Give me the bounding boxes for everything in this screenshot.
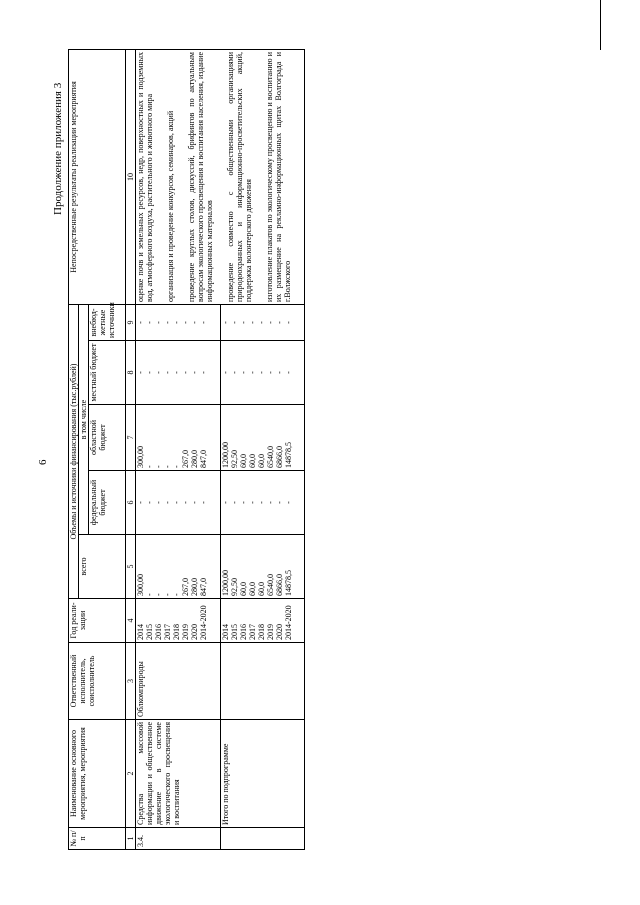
amount-value: 60,0 (256, 582, 266, 596)
total-extra-funding (220, 305, 305, 341)
column-number: 6 (126, 471, 136, 535)
amount-value: - (265, 501, 275, 504)
amount-value: 280,0 (190, 578, 199, 596)
row-extra-funding (136, 305, 221, 341)
amount-value: - (229, 501, 239, 504)
header-name: Наименование основного мероприятия, мероприятия (69, 720, 126, 828)
year-value: 2019 (181, 624, 190, 640)
result-text: оценке почв и земельных ресурсов, недр, поверхностных и подземных вод, атмосферного воздуха, растительного и животного мира (136, 52, 154, 302)
amount-value: - (145, 501, 154, 504)
column-number: 9 (126, 305, 136, 341)
header-year: Год реали-зации (69, 599, 126, 643)
amount-value: - (247, 321, 257, 324)
header-local: местный бюджет (89, 341, 126, 405)
amount-value: - (265, 321, 275, 324)
amount-value: - (172, 465, 181, 468)
result-text: организация и проведение конкурсов, семинаров, акций (166, 110, 175, 302)
column-number: 1 (126, 828, 136, 850)
amount-value: 92,50 (229, 450, 239, 468)
amount-value: 847,0 (199, 578, 208, 596)
amount-value: 14878,5 (283, 570, 293, 596)
amount-value: - (163, 371, 172, 374)
amount-value: 14878,5 (283, 442, 293, 468)
header-federal: федеральный бюджет (89, 471, 126, 535)
amount-value: - (190, 371, 199, 374)
amount-value: - (163, 593, 172, 596)
header-including: в том числе (79, 305, 89, 535)
year-value: 2017 (163, 624, 172, 640)
year-value: 2017 (247, 624, 257, 640)
row-years (136, 599, 221, 643)
amount-value: 280,0 (190, 450, 199, 468)
amount-value: 1200,00 (220, 570, 230, 596)
year-value: 2015 (145, 624, 154, 640)
year-value: 2014-2020 (199, 605, 208, 640)
header-regional: областной бюджет (89, 405, 126, 471)
year-value: 2014-2020 (283, 605, 293, 640)
row-local-funding (136, 341, 221, 405)
amount-value: - (199, 321, 208, 324)
column-number: 8 (126, 341, 136, 405)
amount-value: - (265, 371, 275, 374)
amount-value: - (247, 371, 257, 374)
amount-value: - (136, 501, 145, 504)
page-number: 6 (37, 459, 49, 465)
amount-value: - (163, 501, 172, 504)
column-number: 10 (126, 50, 136, 305)
total-years (220, 599, 305, 643)
year-value: 2016 (238, 624, 248, 640)
amount-value: - (274, 371, 284, 374)
amount-value: - (163, 321, 172, 324)
column-number: 4 (126, 599, 136, 643)
amount-value: - (136, 321, 145, 324)
header-funding: Объемы и источники финансирования (тыс.рублей) (69, 305, 79, 599)
total-regional-funding (220, 405, 305, 471)
program-table (68, 49, 305, 850)
column-number: 3 (126, 643, 136, 720)
amount-value: - (238, 501, 248, 504)
amount-value: - (145, 371, 154, 374)
row-federal-funding (136, 471, 221, 535)
amount-value: - (154, 371, 163, 374)
year-value: 2020 (274, 624, 284, 640)
amount-value: 60,0 (256, 454, 266, 468)
amount-value: - (181, 501, 190, 504)
amount-value: - (145, 465, 154, 468)
column-number-row (126, 50, 136, 850)
amount-value: - (172, 501, 181, 504)
amount-value: - (283, 501, 293, 504)
amount-value: - (199, 501, 208, 504)
amount-value: 6866,0 (274, 446, 284, 468)
amount-value: - (238, 371, 248, 374)
amount-value: - (190, 321, 199, 324)
amount-value: - (145, 321, 154, 324)
amount-value: 300,00 (136, 446, 145, 468)
amount-value: 267,0 (181, 578, 190, 596)
amount-value: - (283, 371, 293, 374)
continuation-label: Продолжение приложения 3 (52, 82, 64, 215)
amount-value: - (181, 321, 190, 324)
amount-value: 1200,00 (220, 442, 230, 468)
amount-value: 267,0 (181, 450, 190, 468)
amount-value: 6540,0 (265, 574, 275, 596)
header-extra: внебюд-жетные источники (89, 305, 126, 341)
header-number: № п/п (69, 828, 126, 850)
row-total-funding (136, 535, 221, 599)
amount-value: - (199, 371, 208, 374)
table-row-3-4 (136, 50, 221, 850)
amount-value: - (220, 501, 230, 504)
row-name: Средства массовой информации и общественное движение в системе экологического просвещения и воспитания (136, 720, 221, 828)
amount-value: 60,0 (238, 454, 248, 468)
amount-value: 300,00 (136, 574, 145, 596)
amount-value: 60,0 (238, 582, 248, 596)
row-regional-funding (136, 405, 221, 471)
amount-value: - (220, 371, 230, 374)
column-number: 7 (126, 405, 136, 471)
result-text: изготовление плакатов по экологическому просвещению и воспитанию и их размещение на рекламно-информационных щитах Волгограда и г.Волжского (265, 52, 292, 302)
year-value: 2014 (220, 624, 230, 640)
amount-value: - (229, 371, 239, 374)
year-value: 2018 (256, 624, 266, 640)
amount-value: - (172, 371, 181, 374)
row-results (136, 50, 305, 305)
amount-value: - (154, 593, 163, 596)
year-value: 2019 (265, 624, 275, 640)
amount-value: 847,0 (199, 450, 208, 468)
amount-value: 60,0 (247, 454, 257, 468)
row-number: 3.4. (136, 828, 221, 850)
header-total: всего (79, 535, 126, 599)
header-result: Непосредственные результаты реализации мероприятия (69, 50, 126, 305)
amount-value: 92,50 (229, 578, 239, 596)
amount-value: - (172, 321, 181, 324)
amount-value: - (145, 593, 154, 596)
total-label: Итого по подпрограмме (220, 720, 305, 828)
year-value: 2020 (190, 624, 199, 640)
amount-value: 6866,0 (274, 574, 284, 596)
amount-value: - (190, 501, 199, 504)
total-local-funding (220, 341, 305, 405)
amount-value: 60,0 (247, 582, 257, 596)
amount-value: - (256, 501, 266, 504)
amount-value: - (172, 593, 181, 596)
amount-value: - (163, 465, 172, 468)
column-number: 5 (126, 535, 136, 599)
year-value: 2014 (136, 624, 145, 640)
amount-value: - (256, 321, 266, 324)
row-executor: Облкомприроды (136, 643, 221, 720)
year-value: 2016 (154, 624, 163, 640)
amount-value: - (229, 321, 239, 324)
amount-value: - (256, 371, 266, 374)
result-text: проведение круглых столов, дискуссий, брифингов по актуальным вопросам экологического просвещения и воспитания населения, издание информационных материалов (187, 52, 214, 302)
header-executor: Ответственный исполнитель, соисполнитель (69, 643, 126, 720)
result-text: проведение совместно с общественными организациями природоохранных и информационно-просветительских акций, поддержка волонтерского движения (226, 52, 253, 302)
total-federal-funding (220, 471, 305, 535)
year-value: 2015 (229, 624, 239, 640)
amount-value: - (154, 501, 163, 504)
amount-value: - (136, 371, 145, 374)
amount-value: - (274, 501, 284, 504)
amount-value: - (238, 321, 248, 324)
amount-value: - (247, 501, 257, 504)
amount-value: - (154, 465, 163, 468)
amount-value: - (154, 321, 163, 324)
top-rule (600, 0, 601, 50)
year-value: 2018 (172, 624, 181, 640)
amount-value: - (181, 371, 190, 374)
column-number: 2 (126, 720, 136, 828)
amount-value: 6540,0 (265, 446, 275, 468)
amount-value: - (220, 321, 230, 324)
amount-value: - (274, 321, 284, 324)
amount-value: - (283, 321, 293, 324)
total-total-funding (220, 535, 305, 599)
